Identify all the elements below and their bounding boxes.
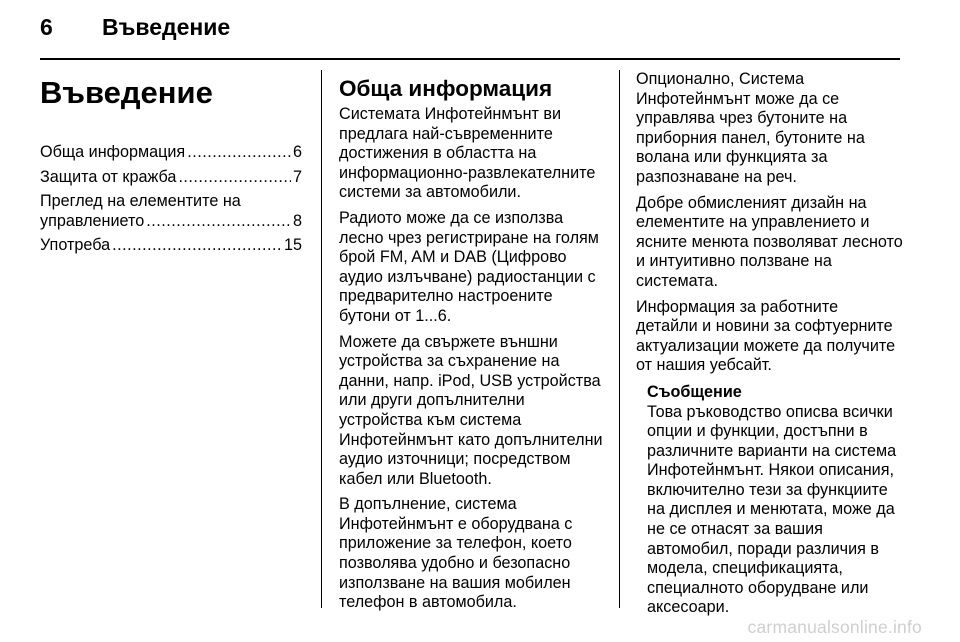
paragraph: В допълнение, система Инфотейнмънт е оборудвана с приложение за телефон, което позволява удобно и безопасно използване на вашия мобилен телефон в автомобила. <box>339 495 573 612</box>
paragraph: Радиото може да се използва лесно чрез регистриране на голям брой FM, AM и DAB (Цифрово аудио излъчване) радиостанции с предварително настроените бутони от 1...6. <box>339 208 599 325</box>
toc-item-controls-overview[interactable] <box>40 192 302 231</box>
toc-leader-dots <box>187 143 291 163</box>
watermark: carmanualsonline.info <box>747 617 922 637</box>
paragraph: Системата Инфотейнмънт ви предлага най-съвременните достижения в областта на информационно-развлекателните системи за автомобили. <box>339 105 596 202</box>
paragraph: Добре обмисленият дизайн на елементите на управлението и ясните менюта позволяват лесното и интуитивно ползване на системата. <box>636 193 903 290</box>
column-divider-2 <box>619 70 620 608</box>
toc-item-label: Защита от кражба <box>40 167 177 186</box>
toc-item-page: 8 <box>292 211 302 230</box>
toc-item-general-info[interactable] <box>40 143 302 163</box>
note-box <box>647 383 904 618</box>
toc-item-label: Обща информация <box>40 143 186 161</box>
paragraph: Можете да свържете външни устройства за съхранение на данни, напр. iPod, USB устройства или други допълнителни устройства към система Инфотейнмънт като допълнителни аудио източници; посредством кабел или Bluetooth. <box>339 332 603 488</box>
toc-item-page: 6 <box>292 143 302 161</box>
paragraph: Информация за работните детайли и новини за софтуерните актуализации можете да получите от нашия уебсайт. <box>636 297 896 375</box>
page-number: 6 <box>40 14 53 40</box>
toc-item-theft-protection[interactable] <box>40 168 302 188</box>
toc-leader-dots <box>178 168 291 188</box>
toc-leader-dots <box>146 212 291 232</box>
toc-item-label-line1: Преглед на елементите на <box>40 192 241 211</box>
toc-item-page: 15 <box>283 236 302 255</box>
table-of-contents <box>40 143 302 256</box>
toc-leader-dots <box>112 236 282 256</box>
toc-item-usage[interactable] <box>40 236 302 256</box>
chapter-title: Въведение <box>40 75 213 110</box>
paragraph: Опционално, Система Инфотейнмънт може да се управлява чрез бутоните на приборния панел, бутоните на волана или функцията за разпознаване на реч. <box>636 70 865 186</box>
note-title: Съобщение <box>647 382 742 401</box>
note-text: Това ръководство описва всички опции и функции, достъпни в различните варианти на система Инфотейнмънт. Някои описания, включително тези за функциите на дисплея и менютата, може да не се отнасят за вашия автомобил, поради различия в модела, спецификацията, специалното оборудване или аксесоари. <box>647 402 897 617</box>
left-column <box>40 70 302 261</box>
running-header <box>40 14 230 41</box>
toc-item-page: 7 <box>292 167 302 186</box>
header-rule <box>40 58 900 60</box>
section-title: Обща информация <box>339 76 553 101</box>
column-divider-1 <box>321 70 322 608</box>
right-column <box>636 70 904 618</box>
toc-item-label: Употреба <box>40 236 111 255</box>
toc-item-label: управлението <box>40 211 145 230</box>
middle-column <box>339 70 605 619</box>
running-title: Въведение <box>102 14 231 40</box>
